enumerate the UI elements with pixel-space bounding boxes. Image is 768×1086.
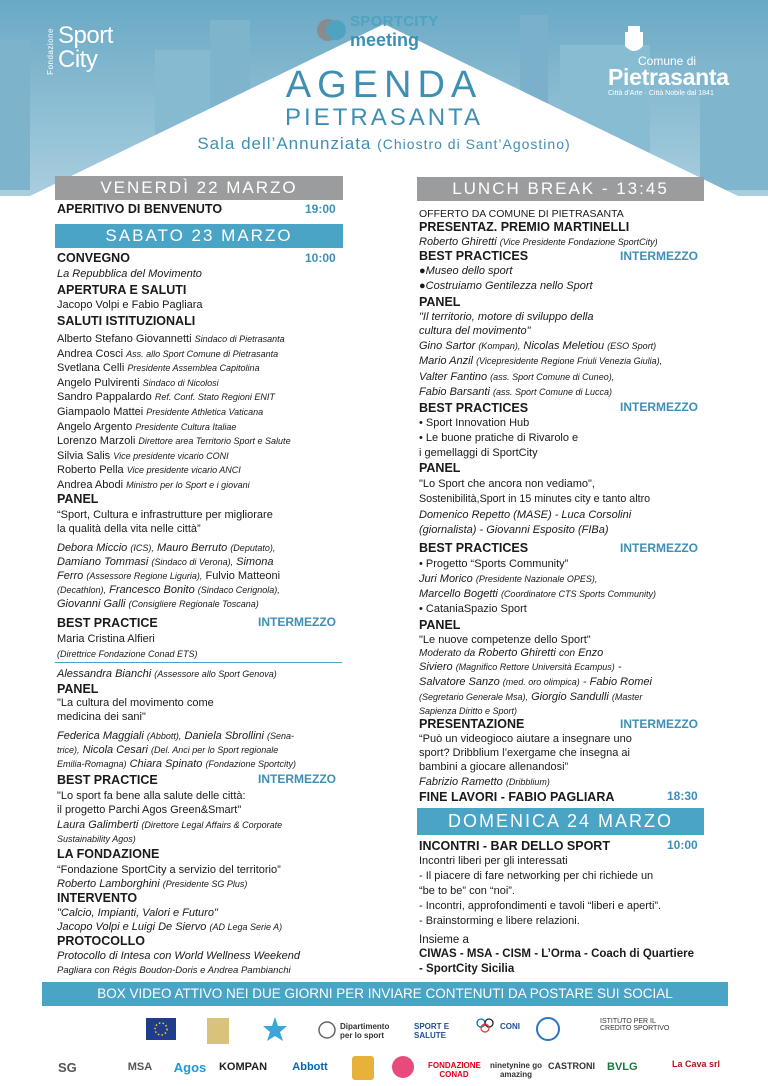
speech-bubble-icon [316, 16, 348, 46]
istituto-credito-sportivo-logo: ISTITUTO PER IL CREDITO SPORTIVO [600, 1018, 670, 1032]
speaker-row [57, 348, 278, 361]
lunch-break-bar: LUNCH BREAK - 13:45 [417, 177, 704, 201]
r-panel3-topic: "Le nuove competenze dello Sport" [419, 634, 591, 646]
speaker-name: Sandro Pappalardo [57, 391, 152, 404]
divider [55, 662, 342, 663]
speaker-role: Sindaco di Nicolosi [142, 377, 219, 388]
insieme-label: Insieme a [419, 934, 469, 946]
r-bp2-intermezzo: INTERMEZZO [620, 400, 698, 414]
speaker-row [57, 421, 236, 434]
town-title: PIETRASANTA [285, 104, 483, 131]
speaker-name: Svetlana Celli [57, 362, 125, 375]
kompan-logo: KOMPAN [218, 1061, 268, 1073]
fondazione-topic: “Fondazione SportCity a servizio del territorio” [57, 864, 281, 876]
fine-lavori: FINE LAVORI - FABIO PAGLIARA [419, 790, 615, 804]
apertura-names: Jacopo Volpi e Fabio Pagliara [57, 299, 203, 311]
speaker-name: Andrea Cosci [57, 347, 124, 360]
r-panel3-l2: Siviero (Magnifico Rettore Università Ecampus) - [419, 661, 622, 673]
foundation-label: Fondazione [46, 28, 55, 75]
meeting-bottom: meeting [350, 30, 420, 50]
convegno-subtitle: La Repubblica del Movimento [57, 268, 202, 280]
r-bp1-item1: ●Museo dello sport [419, 265, 513, 277]
panel1-topic-2: la qualità della vita nelle città” [57, 523, 201, 535]
bp1-title: BEST PRACTICE [57, 616, 158, 630]
protocollo-line2: Pagliara con Régis Boudon-Doris e Andrea Pambianchi [57, 965, 291, 976]
r-bp3-n1: Juri Morico (Presidente Nazionale OPES), [419, 573, 598, 585]
r-bp2-item2: • Le buone pratiche di Rivarolo e [419, 432, 579, 444]
speaker-row [57, 435, 291, 448]
pres-topic2: sport? Dribblium l’exergame che insegna ai [419, 747, 630, 759]
aperitivo-title: APERITIVO DI BENVENUTO [57, 202, 223, 216]
bp2-intermezzo: INTERMEZZO [258, 772, 336, 786]
panel2-topic-2: medicina dei sani" [57, 711, 146, 723]
r-bp3-title: BEST PRACTICES [419, 541, 529, 555]
intervento-topic: "Calcio, Impianti, Valori e Futuro" [57, 907, 218, 919]
r-bp2-title: BEST PRACTICES [419, 401, 529, 415]
bp2-title: BEST PRACTICE [57, 773, 158, 787]
sg-plus-logo-icon [58, 1060, 82, 1074]
r-panel1-p2: Mario Anzil (Vicepresidente Regione Friuli Venezia Giulia), [419, 355, 663, 367]
partners-line2: - SportCity Sicilia [419, 963, 515, 975]
r-bp2-item1: • Sport Innovation Hub [419, 417, 530, 429]
r-bp3-item2: • CataniaSpazio Sport [419, 603, 527, 615]
r-bp1-title: BEST PRACTICES [419, 249, 529, 263]
speaker-name: Giampaolo Mattei [57, 406, 144, 418]
r-bp1-intermezzo: INTERMEZZO [620, 249, 698, 263]
r-bp3-intermezzo: INTERMEZZO [620, 541, 698, 555]
speaker-row [57, 333, 285, 346]
bp2-topic-1: "Lo sport fa bene alla salute delle città: [57, 790, 246, 802]
panel1-line5: Giovanni Galli (Consigliere Regionale Toscana) [57, 598, 259, 610]
intervento-speakers: Jacopo Volpi e Luigi De Siervo (AD Lega Serie A) [57, 921, 283, 933]
comune-name: Pietrasanta [608, 64, 729, 90]
saluti-title: SALUTI ISTITUZIONALI [57, 314, 196, 328]
sunday-bar: DOMENICA 24 MARZO [417, 808, 704, 835]
comune-prefix: Comune di [638, 54, 697, 68]
incontri-line4: - Incontri, approfondimenti e tavoli “liberi e aperti”. [419, 900, 662, 912]
bianchi-line: Alessandra Bianchi (Assessore allo Sport Genova) [57, 668, 277, 680]
convegno-title: CONVEGNO [57, 251, 130, 265]
r-panel1-topic1: "Il territorio, motore di sviluppo della [419, 311, 594, 323]
speaker-row [57, 464, 241, 477]
speaker-role: Presidente Athletica Vaticana [146, 407, 264, 417]
speaker-row [57, 362, 260, 375]
speaker-role: Direttore area Territorio Sport e Salute [138, 436, 291, 447]
ministero-star-icon [262, 1016, 288, 1042]
bp1-role: (Direttrice Fondazione Conad ETS) [57, 649, 198, 659]
presentazione-intermezzo: INTERMEZZO [620, 717, 698, 731]
speaker-row [57, 450, 229, 463]
presentazione-title: PRESENTAZIONE [419, 717, 525, 731]
protocollo-title: PROTOCOLLO [57, 934, 145, 948]
speaker-role: Ministro per lo Sport e i giovani [126, 480, 250, 490]
r-panel1-p4: Fabio Barsanti (ass. Sport Comune di Lucca) [419, 386, 613, 398]
speaker-row [57, 406, 263, 419]
fine-time: 18:30 [667, 789, 698, 803]
fondazione-title: LA FONDAZIONE [57, 847, 160, 861]
aperitivo-time: 19:00 [305, 202, 336, 216]
venue-detail: (Chiostro di Sant’Agostino) [377, 136, 571, 152]
bvlg-logo: BVLG [607, 1061, 638, 1073]
panel1-line3: Ferro (Assessore Regione Liguria), Fulvio Matteoni [57, 570, 281, 582]
pres-speaker: Fabrizio Rametto (Dribblium) [419, 776, 550, 788]
bp1-intermezzo: INTERMEZZO [258, 615, 336, 629]
partners-line1: CIWAS - MSA - CISM - L’Orma - Coach di Quartiere [419, 948, 694, 960]
meeting-top: SPORTCITY [350, 13, 439, 30]
speaker-row [57, 479, 250, 492]
bp2-topic-2: il progetto Parchi Agos Green&Smart" [57, 804, 242, 816]
friday-bar: VENERDÌ 22 MARZO [55, 176, 343, 200]
r-panel2-p2: (giornalista) - Giovanni Esposito (FIBa) [419, 524, 609, 536]
speaker-name: Angelo Argento [57, 420, 133, 433]
panel2-line1: Federica Maggiali (Abbott), Daniela Sbrollini (Sena- [57, 730, 295, 742]
speaker-row [57, 391, 275, 404]
paralympic-icon [535, 1016, 561, 1042]
bp2-role-2: Sustainability Agos) [57, 834, 136, 844]
panel2-line3: Emilia-Romagna) Chiara Spinato (Fondazione Sportcity) [57, 758, 296, 770]
speaker-role: Vice presidente vicario ANCI [126, 465, 241, 476]
comune-motto: Città d’Arte · Città Nobile dal 1841 [608, 90, 714, 97]
incontri-line2: - Il piacere di fare networking per chi richiede un [419, 870, 654, 882]
r-bp3-n2: Marcello Bogetti (Coordinatore CTS Sports Community) [419, 588, 656, 600]
speaker-role: Vice presidente vicario CONI [113, 450, 229, 461]
speaker-name: Silvia Salis [57, 449, 111, 462]
fondazione-conad-logo: FONDAZIONE CONAD [428, 1061, 481, 1079]
panel2-title: PANEL [57, 682, 99, 696]
crest-logo-icon [207, 1018, 229, 1044]
dribblium-logo-icon [388, 1054, 418, 1080]
saturday-bar: SABATO 23 MARZO [55, 224, 343, 248]
bp1-name: Maria Cristina Alfieri [57, 633, 155, 645]
speaker-role: Ref. Conf. Stato Regioni ENIT [154, 392, 275, 403]
coni-logo: CONI [500, 1022, 520, 1031]
protocollo-line1: Protocollo di Intesa con World Wellness Weekend [57, 950, 300, 962]
speaker-name: Andrea Abodi [57, 479, 124, 491]
msa-logo: MSA [127, 1061, 153, 1073]
speaker-name: Lorenzo Marzoli [57, 435, 136, 448]
r-panel3-l4: (Segretario Generale Msa), Giorgio Sandulli (Master [419, 691, 643, 703]
r-bp2-item3: i gemellaggi di SportCity [419, 447, 538, 459]
italian-republic-emblem-icon [318, 1020, 336, 1040]
r-panel1-title: PANEL [419, 295, 461, 309]
intervento-title: INTERVENTO [57, 891, 138, 905]
header [0, 0, 768, 196]
convegno-time: 10:00 [305, 251, 336, 265]
dipartimento-sport-logo: Dipartimento per lo sport [340, 1022, 390, 1040]
social-video-banner: BOX VIDEO ATTIVO NEI DUE GIORNI PER INVIARE CONTENUTI DA POSTARE SUI SOCIAL [42, 982, 728, 1006]
incontri-line5: - Brainstorming e libere relazioni. [419, 915, 580, 927]
la-cava-logo: La Cava srl [671, 1059, 721, 1069]
castroni-logo: CASTRONI [548, 1061, 595, 1071]
svg-text:SG: SG [58, 1060, 77, 1074]
ninetynine-logo: ninetynine go amazing [490, 1061, 542, 1079]
fondazione-sportcity-logo [46, 22, 113, 75]
apertura-title: APERTURA E SALUTI [57, 283, 187, 297]
r-panel1-p3: Valter Fantino (ass. Sport Comune di Cuneo), [419, 371, 615, 383]
r-panel2-topic1: "Lo Sport che ancora non vediamo", [419, 478, 595, 490]
bp2-speaker: Laura Galimberti (Direttore Legal Affairs & Corporate [57, 819, 283, 831]
r-panel1-p1: Gino Sartor (Kompan), Nicolas Meletiou (ESO Sport) [419, 340, 657, 352]
coni-rings-icon [475, 1016, 495, 1036]
speaker-name: Alberto Stefano Giovannetti [57, 333, 192, 345]
abbott-logo: Abbott [292, 1061, 328, 1073]
r-panel3-mod: Moderato da Roberto Ghiretti con Enzo [419, 647, 604, 659]
eu-flag-icon [146, 1018, 176, 1040]
speaker-role: Ass. allo Sport Comune di Pietrasanta [126, 348, 279, 359]
panel2-line2: trice), Nicola Cesari (Del. Anci per lo Sport regionale [57, 744, 279, 756]
panel1-topic-1: “Sport, Cultura e infrastrutture per migliorare [57, 509, 273, 521]
fondazione-speaker: Roberto Lamborghini (Presidente SG Plus) [57, 878, 248, 890]
sport-salute-logo: SPORT E SALUTE [414, 1022, 450, 1040]
agos-logo: Agos [173, 1060, 207, 1075]
panel1-title: PANEL [57, 492, 99, 506]
speaker-role: Sindaco di Pietrasanta [194, 334, 285, 344]
coat-of-arms-icon [622, 24, 646, 58]
page-title: AGENDA [285, 64, 483, 106]
r-panel3-title: PANEL [419, 618, 461, 632]
venue [0, 134, 768, 154]
incontri-line3: “be to be” con “noi”. [419, 885, 515, 897]
panel1-line1: Debora Miccio (ICS), Mauro Berruto (Deputato), [57, 542, 276, 554]
venue-name: Sala dell’Annunziata [197, 134, 372, 153]
speaker-name: Roberto Pella [57, 464, 124, 477]
premio-speaker: Roberto Ghiretti (Vice Presidente Fondazione SportCity) [419, 236, 658, 248]
r-panel2-p1: Domenico Repetto (MASE) - Luca Corsolini [419, 509, 632, 521]
speaker-name: Angelo Pulvirenti [57, 376, 140, 389]
incontri-line1: Incontri liberi per gli interessati [419, 855, 568, 867]
panel1-line4: (Decathlon), Francesco Bonito (Sindaco Cerignola), [57, 584, 280, 596]
r-panel1-topic2: cultura del movimento" [419, 325, 531, 337]
brand-city: City [58, 46, 98, 73]
premio-title: PRESENTAZ. PREMIO MARTINELLI [419, 220, 630, 234]
offerto-line: OFFERTO DA COMUNE DI PIETRASANTA [419, 208, 624, 220]
pres-topic3: bambini a giocare allenandosi” [419, 761, 569, 773]
r-panel3-l5: Sapienza Diritto e Sport) [419, 706, 518, 716]
r-panel2-topic2: Sostenibilità,Sport in 15 minutes city e tanto altro [419, 493, 651, 505]
speaker-role: Presidente Assemblea Capitolina [127, 363, 260, 374]
speaker-role: Presidente Cultura Italiae [135, 421, 237, 432]
r-panel2-title: PANEL [419, 461, 461, 475]
brand-sport: Sport [58, 22, 113, 49]
incontri-time: 10:00 [667, 838, 698, 852]
speaker-row [57, 377, 219, 390]
r-bp3-item1: • Progetto “Sports Community” [419, 558, 569, 570]
panel2-topic-1: "La cultura del movimento come [57, 697, 214, 709]
pres-topic1: “Può un videogioco aiutare a insegnare uno [419, 733, 632, 745]
r-bp1-item2: ●Costruiamo Gentilezza nello Sport [419, 280, 593, 292]
incontri-title: INCONTRI - BAR DELLO SPORT [419, 839, 610, 853]
panel1-line2: Damiano Tommasi (Sindaco di Verona), Simona [57, 556, 274, 568]
sport-badge-icon [352, 1056, 374, 1080]
r-panel3-l3: Salvatore Sanzo (med. oro olimpica) - Fabio Romei [419, 676, 652, 688]
